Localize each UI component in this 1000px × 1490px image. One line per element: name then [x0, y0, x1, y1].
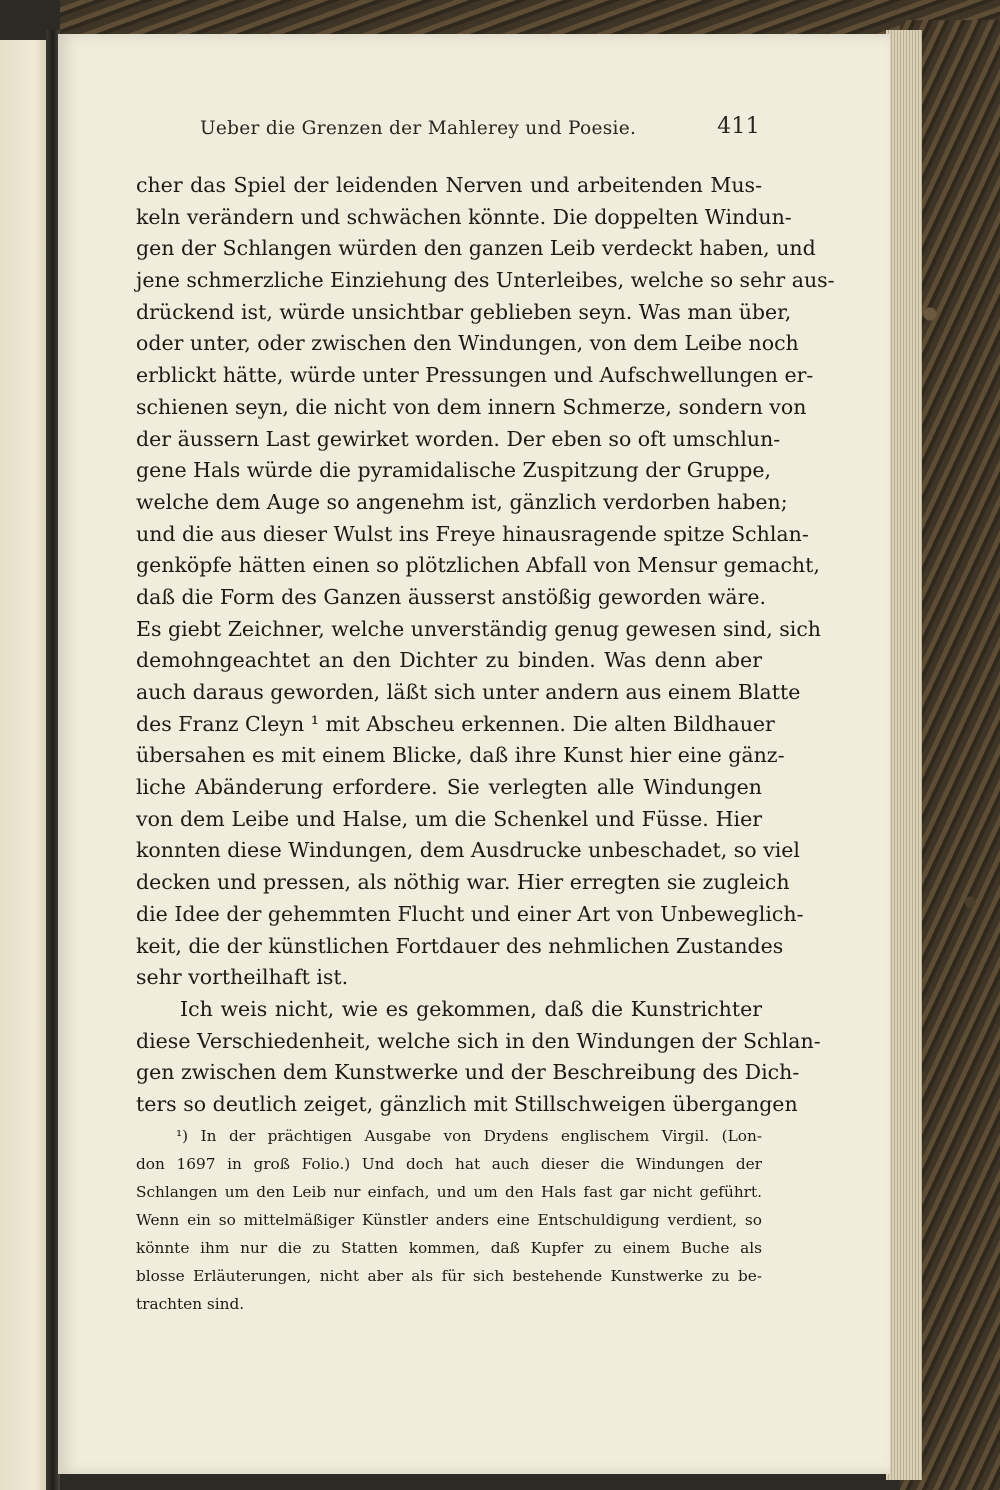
text-line: keit, die der künstlichen Fortdauer des nehmlichen Zustandes: [136, 933, 784, 958]
text-line: der äussern Last gewirket worden. Der eben so oft umschlun-: [136, 426, 781, 451]
text-line: liche Abänderung erfordere. Sie verlegten alle Windungen: [136, 775, 762, 800]
text-line: genköpfe hätten einen so plötzlichen Abfall von Mensur gemacht,: [136, 553, 820, 578]
text-line: und die aus dieser Wulst ins Freye hinausragende spitze Schlan-: [136, 521, 809, 546]
text-line: Ich weis nicht, wie es gekommen, daß die Kunstrichter: [180, 996, 762, 1021]
text-line: diese Verschiedenheit, welche sich in den Windungen der Schlan-: [136, 1028, 821, 1053]
text-line: gen zwischen dem Kunstwerke und der Beschreibung des Dich-: [136, 1060, 800, 1085]
text-line: jene schmerzliche Einziehung des Unterleibes, welche so sehr aus-: [136, 268, 835, 293]
footnote-line: ¹) In der prächtigen Ausgabe von Drydens englischem Virgil. (Lon-: [176, 1127, 762, 1145]
text-line: Es giebt Zeichner, welche unverständig genug gewesen sind, sich: [136, 616, 822, 641]
text-line: oder unter, oder zwischen den Windungen, von dem Leibe noch: [136, 331, 799, 356]
text-line: welche dem Auge so angenehm ist, gänzlich verdorben haben;: [136, 489, 788, 514]
footnote-line: könnte ihm nur die zu Statten kommen, daß Kupfer zu einem Buche als: [136, 1239, 762, 1257]
text-line: daß die Form des Ganzen äusserst anstößig geworden wäre.: [136, 584, 767, 609]
facing-page-edge: [0, 40, 50, 1490]
footnote: [136, 1122, 762, 1318]
text-line: erblickt hätte, würde unter Pressungen und Aufschwellungen er-: [136, 363, 814, 388]
footnote-line: Wenn ein so mittelmäßiger Künstler anders eine Entschuldigung verdient, so: [136, 1211, 762, 1229]
body-text: [136, 170, 835, 1121]
text-line: keln verändern und schwächen könnte. Die doppelten Windun-: [136, 204, 792, 229]
text-line: drückend ist, würde unsichtbar geblieben seyn. Was man über,: [136, 299, 792, 324]
text-line: übersahen es mit einem Blicke, daß ihre Kunst hier eine gänz-: [136, 743, 785, 768]
footnote-line: don 1697 in groß Folio.) Und doch hat auch dieser die Windungen der: [136, 1155, 762, 1173]
running-title: Ueber die Grenzen der Mahlerey und Poesie.: [200, 118, 637, 139]
page-number: 411: [717, 114, 760, 139]
text-line: auch daraus geworden, läßt sich unter andern aus einem Blatte: [136, 680, 801, 704]
text-line: sehr vortheilhaft ist.: [136, 965, 349, 990]
text-line: demohngeachtet an den Dichter zu binden. Was denn aber: [136, 648, 762, 673]
text-line: gene Hals würde die pyramidalische Zuspitzung der Gruppe,: [136, 458, 772, 483]
text-line: cher das Spiel der leidenden Nerven und arbeitenden Mus-: [136, 173, 762, 197]
text-line: des Franz Cleyn ¹ mit Abscheu erkennen. Die alten Bildhauer: [136, 711, 775, 736]
footnote-line: Schlangen um den Leib nur einfach, und um den Hals fast gar nicht geführt.: [136, 1183, 762, 1201]
text-line: die Idee der gehemmten Flucht und einer Art von Unbeweglich-: [136, 901, 804, 926]
footnote-line: trachten sind.: [136, 1295, 245, 1313]
text-line: decken und pressen, als nöthig war. Hier erregten sie zugleich: [136, 870, 790, 895]
text-line: konnten diese Windungen, dem Ausdrucke unbeschadet, so viel: [136, 838, 800, 863]
running-head: [200, 112, 760, 146]
text-line: schienen seyn, die nicht von dem innern Schmerze, sondern von: [136, 394, 807, 419]
page-stack-edge: [886, 30, 922, 1480]
text-line: gen der Schlangen würden den ganzen Leib verdeckt haben, und: [136, 236, 816, 261]
text-line: von dem Leibe und Halse, um die Schenkel und Füsse. Hier: [136, 806, 762, 831]
text-line: ters so deutlich zeiget, gänzlich mit Stillschweigen übergangen: [136, 1091, 798, 1116]
footnote-line: blosse Erläuterungen, nicht aber als für sich bestehende Kunstwerke zu be-: [136, 1267, 762, 1285]
